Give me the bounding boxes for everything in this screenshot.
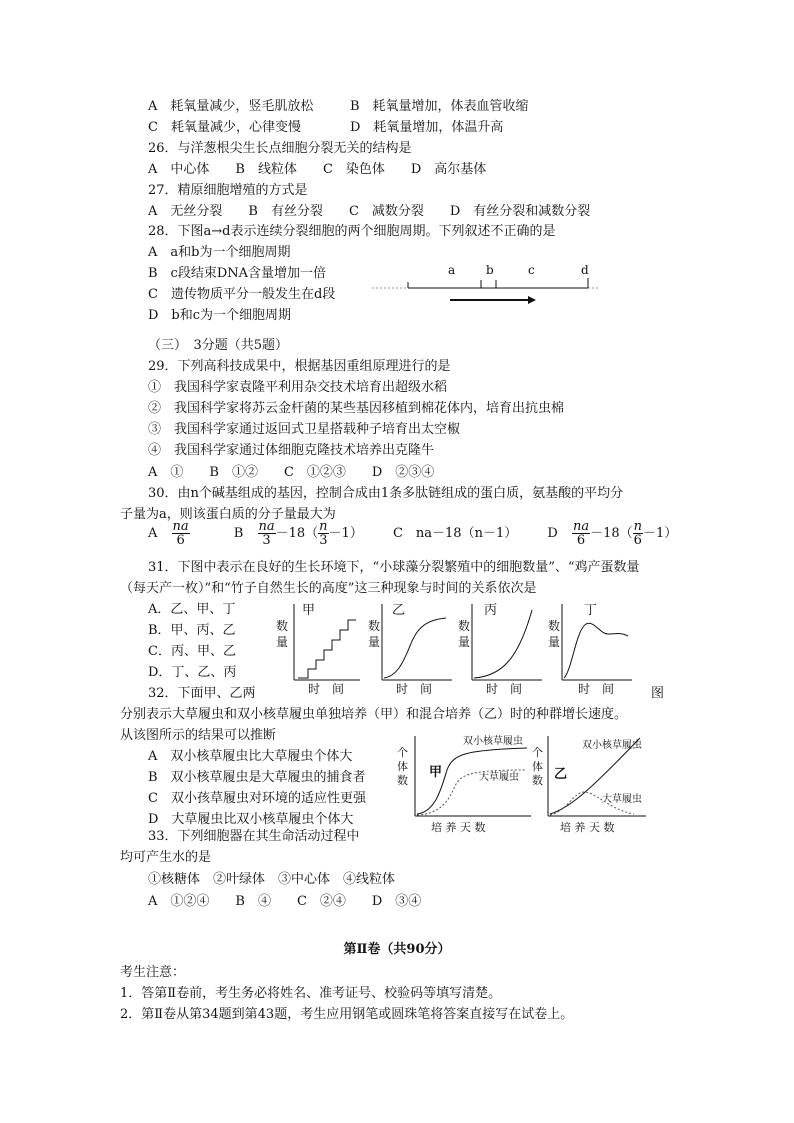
q32-line1-end: 图	[651, 686, 665, 701]
q27-options: A 无丝分裂 B 有丝分裂 C 减数分裂 D 有丝分裂和减数分裂	[148, 204, 591, 219]
step-curve	[298, 620, 356, 678]
cell-cycle-diagram	[370, 258, 600, 308]
q32-line3: 从该图所示的结果可以推断	[120, 728, 277, 743]
y-label: 数	[368, 619, 381, 633]
y-label: 量	[276, 635, 289, 649]
y-label: 量	[548, 635, 561, 649]
q25-option-c: C 耗氧量减少，心律变慢	[148, 120, 301, 135]
curve-label-dacaolv: 大草履虫	[602, 794, 642, 805]
y-label: 个	[532, 746, 543, 759]
q31-option-d: D．丁、乙、丙	[148, 665, 237, 680]
q30-option-d-label: D	[547, 526, 558, 541]
fraction: $\frac{n}{3}$	[319, 519, 328, 548]
y-label: 数	[397, 774, 408, 787]
graph-ding	[546, 600, 636, 696]
y-label: 量	[368, 635, 381, 649]
q31-option-a: A．乙、甲、丁	[148, 602, 236, 617]
graph-title: 甲	[302, 603, 316, 618]
q32-line2: 分别表示大草履虫和双小核草履虫单独培养（甲）和混合培养（乙）时的种群增长速度。	[120, 707, 628, 722]
fraction: $\frac{na}{6}$	[172, 519, 189, 548]
graph-yi	[366, 600, 456, 696]
graph-title: 甲	[429, 765, 443, 780]
paramecium-graph-yi	[530, 730, 650, 835]
q32-option-b: B 双小核草履虫是大草履虫的捕食者	[148, 770, 366, 785]
q30-b-end: －1）	[328, 526, 363, 541]
segment-label-d: d	[581, 263, 589, 277]
q30-option-a-label: A	[148, 526, 158, 541]
fraction: $\frac{n}{6}$	[633, 519, 642, 548]
graph-title: 丙	[484, 603, 498, 618]
q28-stem: 28．下图a→d表示连续分裂细胞的两个细胞周期。下列叙述不正确的是	[148, 224, 556, 239]
graph-title: 乙	[554, 767, 568, 782]
q28-option-a: A a和b为一个细胞周期	[148, 245, 291, 260]
q29-item-1: ① 我国科学家袁隆平利用杂交技术培育出超级水稻	[148, 380, 448, 395]
q30-d-end: －1）	[643, 526, 678, 541]
q30-d-tail: －18（	[590, 526, 633, 541]
q33-items: ①核糖体 ②叶绿体 ③中心体 ④线粒体	[148, 872, 396, 887]
segment-label-c: c	[528, 263, 535, 277]
segment-label-a: a	[448, 263, 456, 277]
peak-curve	[564, 623, 628, 678]
q30-options	[148, 520, 677, 547]
y-label: 体	[532, 760, 543, 773]
q26-options: A 中心体 B 线粒体 C 染色体 D 高尔基体	[148, 162, 487, 177]
section3-heading: （三） 3分题（共5题）	[148, 338, 289, 353]
x-label: 时 间	[308, 682, 345, 696]
part2-note-1: 1．答第Ⅱ卷前，考生务必将姓名、准考证号、校验码等填写清楚。	[120, 986, 502, 1001]
q27-stem: 27．精原细胞增殖的方式是	[148, 183, 308, 198]
x-label: 时 间	[578, 682, 615, 696]
x-label: 培 养 天 数	[560, 821, 615, 834]
y-label: 量	[458, 635, 471, 649]
curve-label-shuangxiaohe: 双小核草履虫	[582, 740, 642, 751]
curve-label-dacaolv: 大草履虫	[479, 772, 519, 783]
x-label: 时 间	[396, 682, 433, 696]
q32-option-c: C 双小孩草履虫对环境的适应性更强	[148, 791, 366, 806]
arrow-icon	[528, 296, 536, 304]
graph-bing	[456, 600, 546, 696]
q33-options: A ①②④ B ④ C ②④ D ③④	[148, 894, 422, 909]
q30-option-c: C na－18（n－1）	[392, 526, 518, 541]
q30-b-tail: －18（	[275, 526, 319, 541]
y-label: 数	[532, 774, 543, 787]
q25-option-a: A 耗氧量减少，竖毛肌放松	[148, 99, 314, 114]
q25-option-b: B 耗氧量增加，体表血管收缩	[350, 99, 529, 114]
q28-option-b: B c段结束DNA含量增加一倍	[148, 266, 327, 281]
q31-option-c: C．丙、甲、乙	[148, 644, 236, 659]
q31-option-b: B．甲、丙、乙	[148, 623, 236, 638]
x-label: 时 间	[486, 682, 523, 696]
y-label: 体	[397, 760, 408, 773]
y-label: 数	[276, 619, 289, 633]
graph-title: 丁	[584, 603, 598, 618]
q26-stem: 26．与洋葱根尖生长点细胞分裂无关的结构是	[148, 141, 412, 156]
part2-title: 第Ⅱ卷（共90分）	[343, 942, 451, 957]
q32-option-a: A 双小核草履虫比大草履虫个体大	[148, 749, 353, 764]
segment-label-b: b	[486, 263, 494, 277]
q29-stem: 29．下列高科技成果中，根据基因重组原理进行的是	[148, 359, 451, 374]
fraction: $\frac{na}{3}$	[258, 519, 275, 548]
curve-label-shuangxiaohe: 双小核草履虫	[463, 736, 523, 747]
paramecium-graph-jia	[395, 730, 535, 835]
j-curve	[474, 610, 532, 678]
q33-line1: 33．下列细胞器在其生命活动过程中	[148, 829, 360, 844]
q30-line1: 30．由n个碱基组成的基因，控制合成由1条多肽链组成的蛋白质，氨基酸的平均分	[148, 486, 624, 501]
q29-item-3: ③ 我国科学家通过返回式卫星搭载种子培育出太空椒	[148, 422, 461, 437]
fraction: $\frac{na}{6}$	[572, 519, 590, 548]
graph-jia	[272, 600, 362, 696]
graph-title: 乙	[392, 603, 406, 618]
q31-line1: 31．下图中表示在良好的生长环境下，“小球藻分裂繁殖中的细胞数量”、“鸡产蛋数量	[148, 560, 640, 575]
q28-option-d: D b和c为一个细胞周期	[148, 308, 292, 323]
part2-notice: 考生注意：	[120, 965, 186, 980]
y-label: 数	[458, 619, 471, 633]
y-label: 个	[397, 746, 408, 759]
q32-option-d: D 大草履虫比双小核草履虫个体大	[148, 812, 354, 827]
q33-line2: 均可产生水的是	[120, 850, 212, 865]
q32-line1: 32．下面甲、乙两	[148, 686, 256, 701]
q29-item-4: ④ 我国科学家通过体细胞克隆技术培养出克隆牛	[148, 443, 435, 458]
y-label: 数	[548, 619, 561, 633]
q30-option-b-label: B	[233, 526, 244, 541]
s-curve	[384, 618, 446, 678]
part2-note-2: 2．第Ⅱ卷从第34题到第43题，考生应用钢笔或圆珠笔将答案直接写在试卷上。	[120, 1007, 574, 1022]
q29-options: A ① B ①② C ①②③ D ②③④	[148, 465, 435, 480]
q29-item-2: ② 我国科学家将苏云金杆菌的某些基因移植到棉花体内，培育出抗虫棉	[148, 401, 565, 416]
q31-line2: （每天产一枚）”和“竹子自然生长的高度”这三种现象与时间的关系依次是	[120, 581, 537, 596]
q25-option-d: D 耗氧量增加，体温升高	[350, 120, 504, 135]
x-label: 培 养 天 数	[431, 821, 486, 834]
q30-line2: 子量为a，则该蛋白质的分子量最大为	[120, 507, 336, 522]
q28-option-c: C 遗传物质平分一般发生在d段	[148, 287, 336, 302]
